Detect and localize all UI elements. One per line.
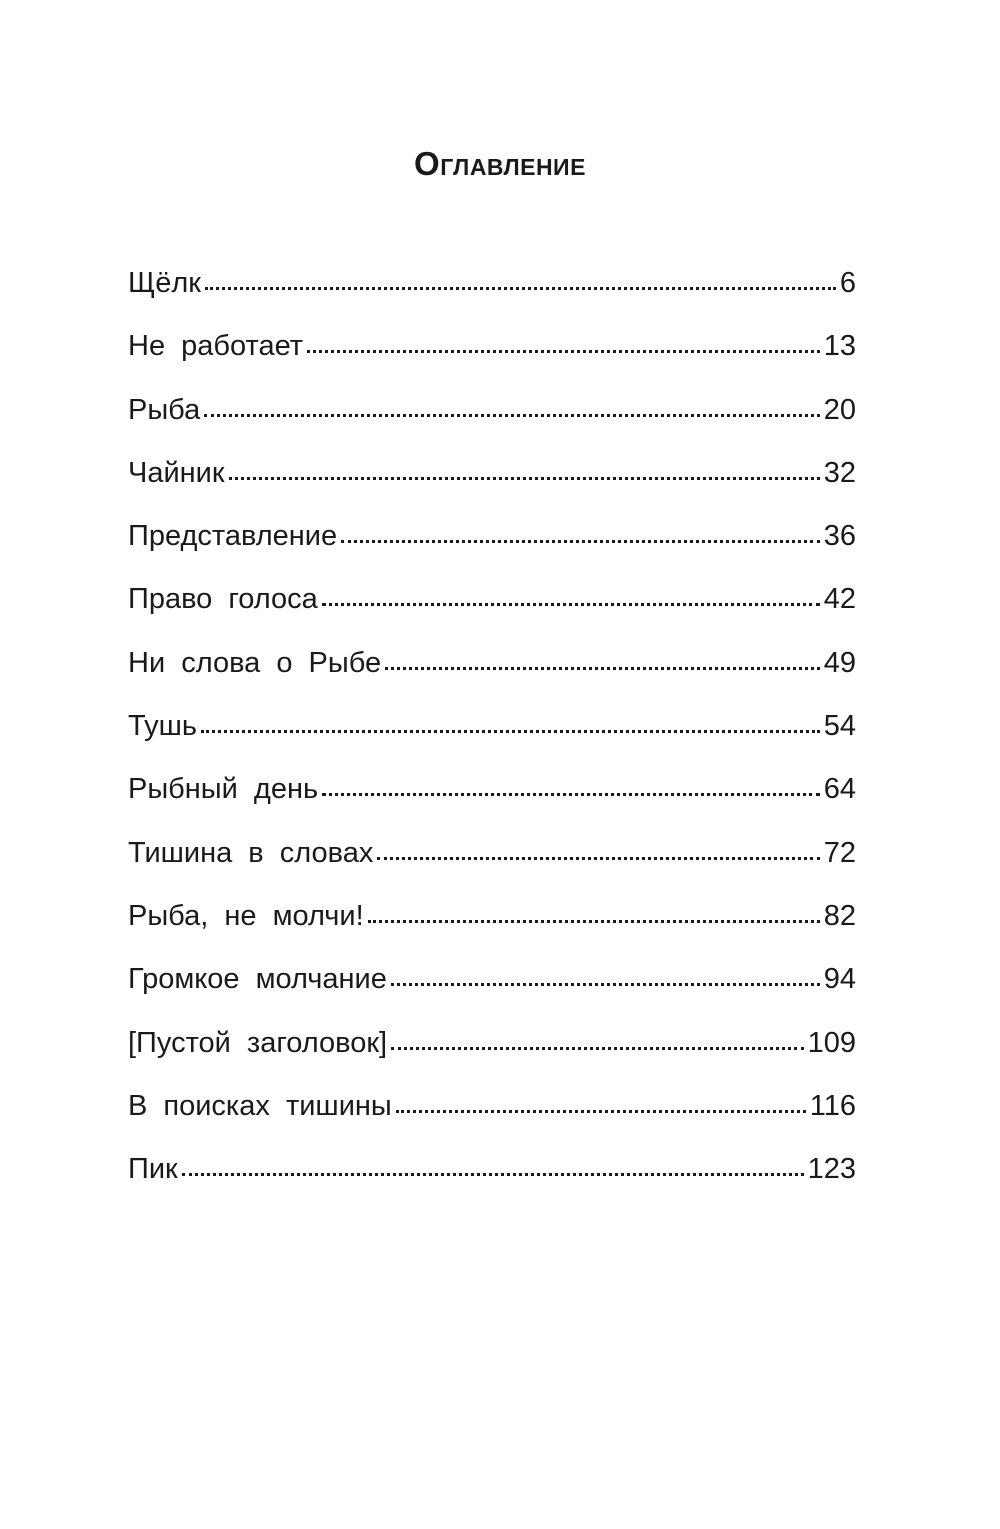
- toc-entry-page-number: 36: [823, 520, 856, 553]
- toc-entry-page-number: 20: [823, 393, 856, 426]
- toc-entry-title: Громкое молчание: [128, 963, 387, 996]
- toc-entry-page-number: 82: [823, 899, 856, 932]
- toc-entry-title: Ни слова о Рыбе: [128, 646, 382, 679]
- dot-leader: [377, 857, 819, 860]
- toc-entry[interactable]: [128, 695, 856, 758]
- toc-entry-title: Рыба: [128, 393, 201, 426]
- toc-entry-page-number: 123: [807, 1153, 856, 1186]
- table-of-contents: [128, 252, 856, 1201]
- dot-leader: [201, 730, 820, 733]
- toc-entry-title: В поисках тишины: [128, 1089, 392, 1122]
- dot-leader: [204, 414, 819, 417]
- dot-leader: [322, 603, 820, 606]
- dot-leader: [182, 1173, 804, 1176]
- toc-entry-title: Чайник: [128, 456, 225, 489]
- dot-leader: [391, 1047, 804, 1050]
- toc-entry-title: Тишина в словах: [128, 836, 374, 869]
- toc-entry-title: Представление: [128, 520, 338, 553]
- toc-entry-title: Рыба, не молчи!: [128, 899, 364, 932]
- dot-leader: [205, 287, 836, 290]
- toc-entry[interactable]: [128, 568, 856, 631]
- toc-entry-page-number: 64: [823, 773, 856, 806]
- toc-entry-title: Не работает: [128, 330, 304, 363]
- toc-entry[interactable]: [128, 379, 856, 442]
- toc-entry[interactable]: [128, 505, 856, 568]
- toc-entry[interactable]: [128, 315, 856, 378]
- dot-leader: [229, 477, 820, 480]
- toc-entry[interactable]: [128, 252, 856, 315]
- toc-entry-title: Щёлк: [128, 267, 201, 299]
- page-title: Оглавление: [414, 145, 586, 182]
- dot-leader: [391, 983, 820, 986]
- toc-entry-page-number: 116: [809, 1089, 856, 1122]
- dot-leader: [396, 1110, 806, 1113]
- toc-entry-title: Право голоса: [128, 583, 318, 616]
- toc-entry-page-number: 109: [807, 1026, 856, 1059]
- toc-entry-page-number: 6: [839, 267, 856, 299]
- dot-leader: [322, 793, 820, 796]
- toc-entry-title: Пик: [128, 1153, 178, 1186]
- toc-entry[interactable]: [128, 1138, 856, 1201]
- toc-entry-page-number: 94: [823, 963, 856, 996]
- toc-entry[interactable]: [128, 948, 856, 1011]
- dot-leader: [307, 350, 820, 353]
- toc-entry[interactable]: [128, 1075, 856, 1138]
- toc-entry[interactable]: [128, 822, 856, 885]
- toc-entry-page-number: 54: [823, 710, 856, 743]
- toc-entry-page-number: 32: [823, 456, 856, 489]
- toc-entry-page-number: 49: [823, 646, 856, 679]
- toc-entry-page-number: 13: [823, 330, 856, 363]
- dot-leader: [385, 667, 820, 670]
- toc-entry-title: [Пустой заголовок]: [128, 1026, 388, 1059]
- toc-entry-page-number: 72: [823, 836, 856, 869]
- toc-entry-title: Тушь: [128, 710, 197, 743]
- dot-leader: [368, 920, 820, 923]
- toc-entry[interactable]: [128, 885, 856, 948]
- toc-entry-title: Рыбный день: [128, 773, 319, 806]
- dot-leader: [341, 540, 820, 543]
- toc-entry[interactable]: [128, 1012, 856, 1075]
- toc-entry[interactable]: [128, 632, 856, 695]
- toc-entry-page-number: 42: [823, 583, 856, 616]
- toc-entry[interactable]: [128, 758, 856, 821]
- toc-entry[interactable]: [128, 442, 856, 505]
